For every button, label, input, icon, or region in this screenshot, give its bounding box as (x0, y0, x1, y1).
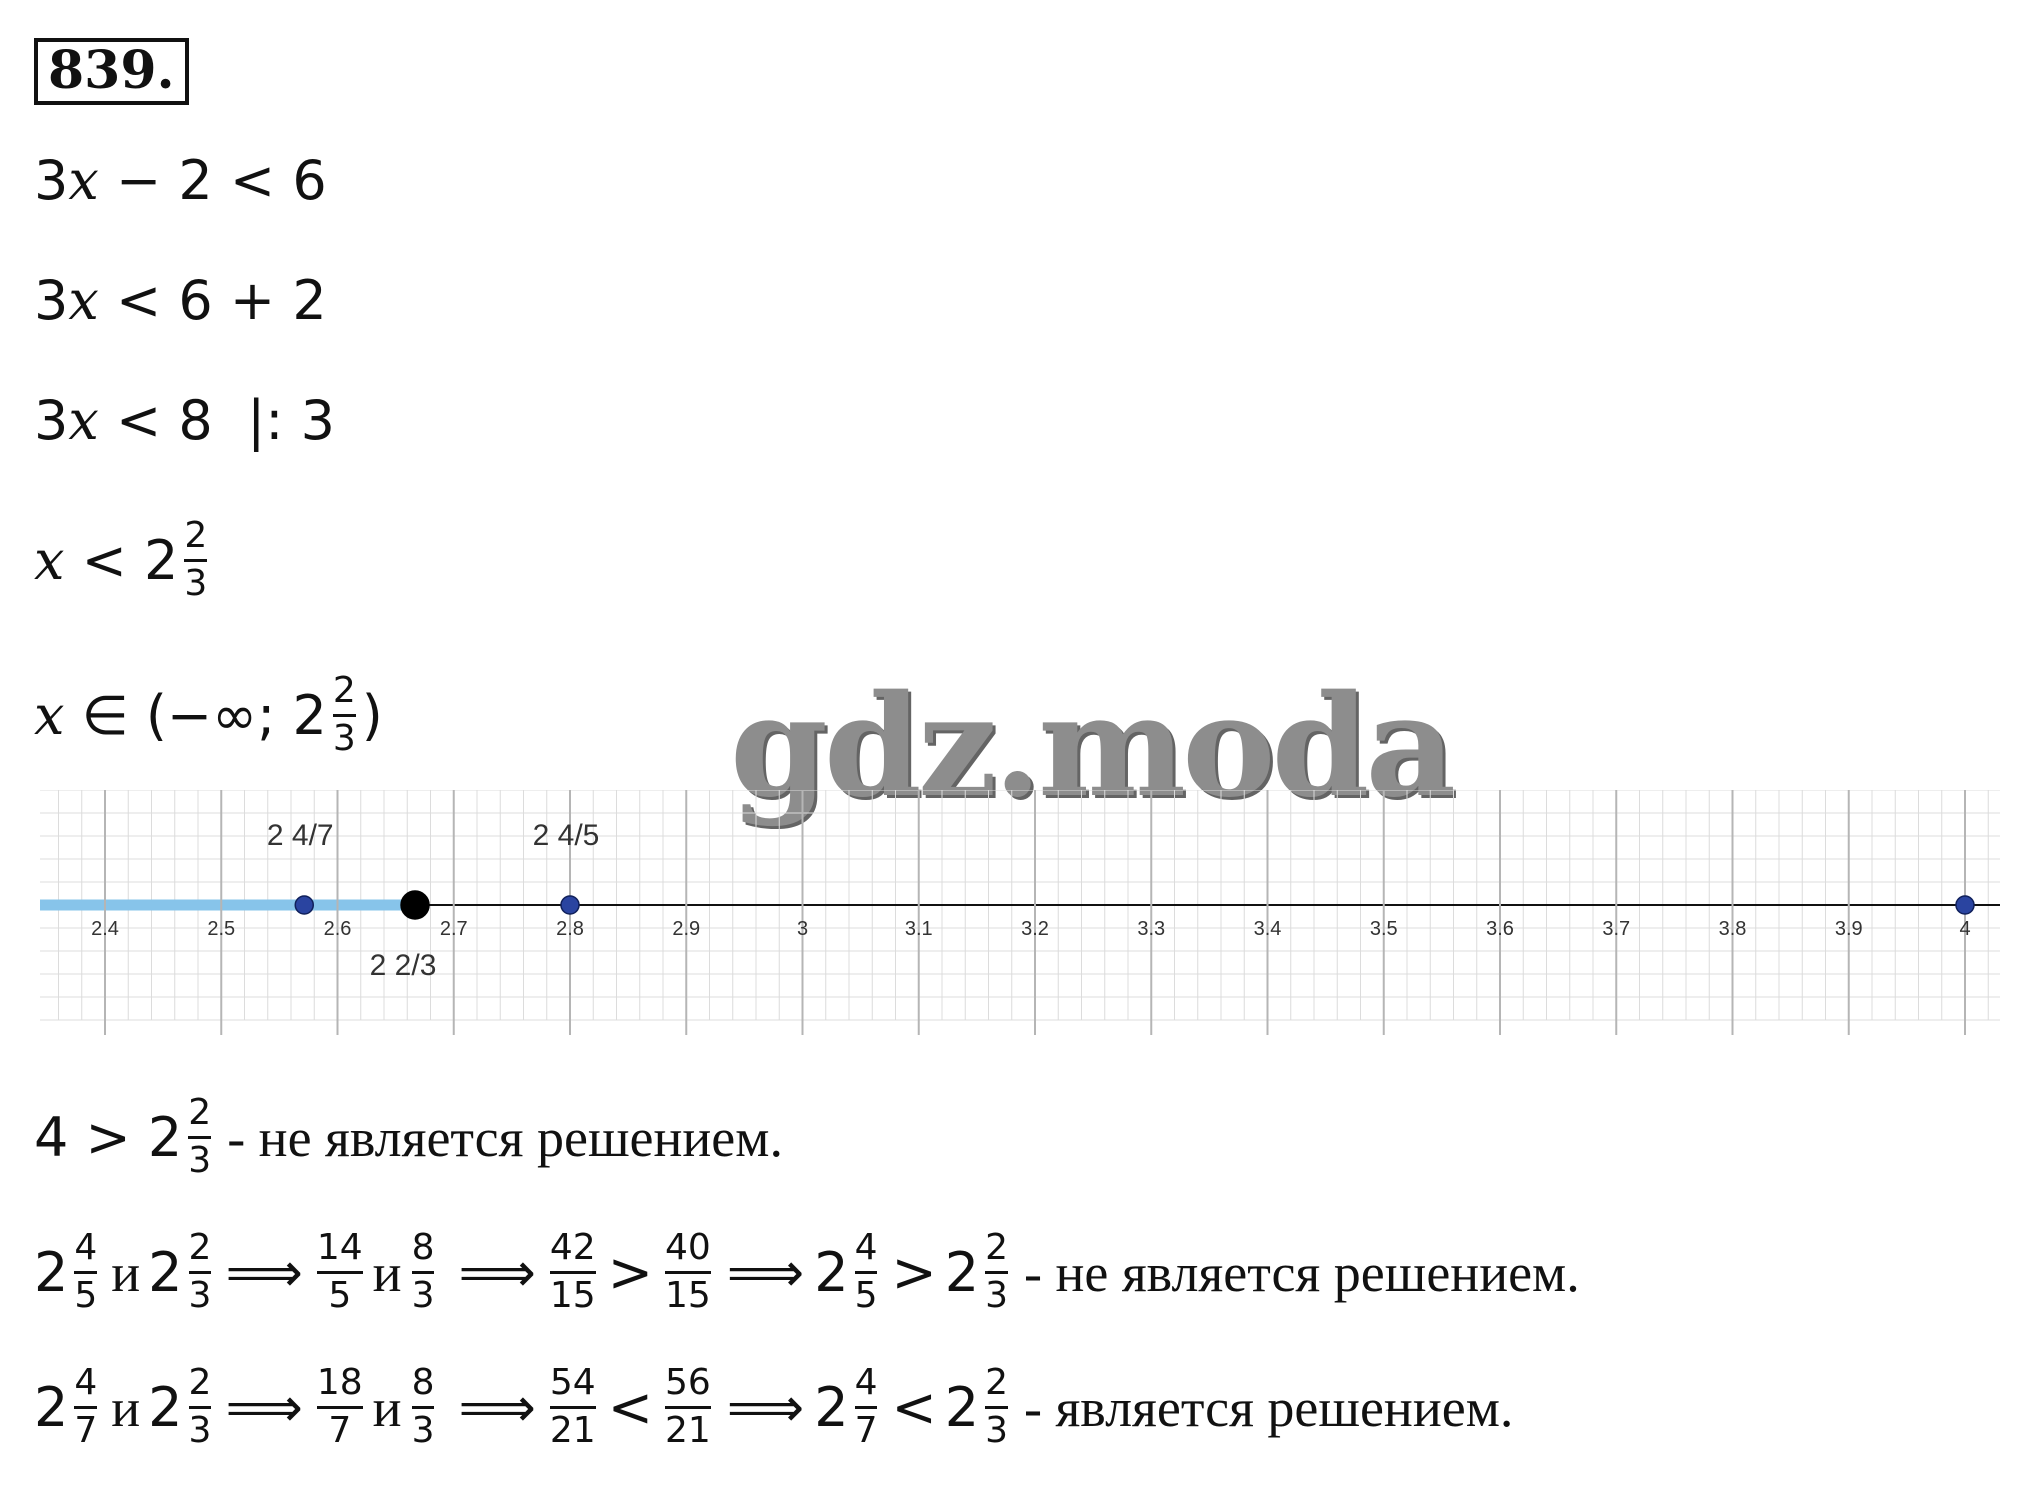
c1-left: 4 > 2 (34, 1106, 183, 1169)
numerator: 40 (664, 1227, 711, 1269)
numerator: 4 (854, 1362, 878, 1404)
numerator: 8 (411, 1227, 435, 1269)
c2-whole-a: 2 (34, 1241, 69, 1304)
c3-and-2: и (372, 1377, 402, 1438)
tick-label: 3.8 (1718, 918, 1747, 940)
c3-frac-4 (665, 1364, 711, 1451)
numerator: 2 (985, 1362, 1008, 1404)
denominator: 5 (854, 1275, 878, 1316)
c3-whole-b: 2 (148, 1376, 183, 1439)
tick-label: 2.9 (672, 918, 701, 940)
c3-result-whole-a: 2 (814, 1376, 849, 1439)
c2-implies-1: ⟹ (225, 1241, 303, 1304)
c2-implies-3: ⟹ (726, 1241, 805, 1304)
denominator: 7 (854, 1410, 878, 1451)
tick-label: 3.9 (1834, 918, 1863, 940)
step-2 (34, 265, 327, 335)
number-line-ticks (91, 790, 1970, 1035)
denominator: 3 (188, 1275, 212, 1316)
step-2-coef: 3 (34, 268, 69, 332)
numerator: 4 (74, 1227, 98, 1269)
denominator: 7 (74, 1410, 98, 1451)
denominator: 21 (664, 1410, 711, 1451)
c2-whole-b: 2 (148, 1241, 183, 1304)
c2-result-frac-a (855, 1229, 878, 1316)
c1-fraction (188, 1094, 211, 1181)
step-5-fraction (332, 669, 356, 759)
point-marker (1956, 896, 1974, 914)
c3-result-whole-b: 2 (944, 1376, 980, 1439)
tick-label: 2.7 (439, 918, 468, 940)
point-marker (561, 896, 579, 914)
c2-result-relation: > (891, 1241, 937, 1304)
problem-number: 839. (34, 38, 189, 105)
tick-label: 3.3 (1137, 918, 1166, 940)
conclusion-2 (34, 1215, 1580, 1330)
step-1-coef: 3 (34, 148, 69, 212)
numerator: 4 (74, 1362, 98, 1404)
c2-verdict: - не является решением. (1023, 1242, 1580, 1303)
tick-label: 3.6 (1486, 918, 1514, 940)
tick-label: 3.2 (1021, 918, 1049, 940)
denominator: 3 (188, 1140, 212, 1181)
step-3-rest: < 8 |: 3 (98, 388, 335, 452)
step-4-rel: < 2 (64, 528, 179, 592)
c3-implies-1: ⟹ (225, 1376, 303, 1439)
tick-label: 3 (796, 918, 809, 940)
denominator: 3 (985, 1275, 1008, 1316)
c3-result-frac-b (985, 1364, 1008, 1451)
c2-relation: > (607, 1241, 653, 1304)
c3-frac-a (74, 1364, 97, 1451)
denominator: 3 (188, 1410, 212, 1451)
c3-frac-1 (317, 1364, 363, 1451)
c3-and-1: и (111, 1377, 141, 1438)
numerator: 54 (549, 1362, 596, 1404)
c2-and-2: и (372, 1242, 402, 1303)
c3-result-frac-a (855, 1364, 878, 1451)
denominator: 15 (549, 1275, 596, 1316)
watermark: gdz.moda (730, 665, 1453, 829)
numerator: 18 (316, 1362, 363, 1404)
c3-frac-2 (412, 1364, 435, 1451)
number-line-points (267, 819, 1974, 982)
c3-relation: < (607, 1376, 653, 1439)
c2-frac-b (189, 1229, 212, 1316)
tick-label: 2.5 (207, 918, 236, 940)
tick-label: 2.6 (323, 918, 352, 940)
step-5-close: ) (361, 683, 383, 747)
conclusion-1 (34, 1080, 783, 1195)
tick-label: 3.5 (1369, 918, 1398, 940)
point-marker (295, 896, 313, 914)
step-2-rest: < 6 + 2 (98, 268, 327, 332)
c3-verdict: - является решением. (1023, 1377, 1514, 1438)
tick-label: 2.8 (556, 918, 584, 940)
c2-and-1: и (111, 1242, 141, 1303)
denominator: 15 (664, 1275, 711, 1316)
c2-frac-3 (550, 1229, 596, 1316)
numerator: 2 (188, 1362, 212, 1404)
tick-label: 2.4 (91, 918, 119, 940)
step-5-answer (34, 660, 383, 770)
step-3 (34, 385, 335, 455)
step-2-var: x (68, 268, 99, 332)
step-5-rel: ∈ (−∞; 2 (64, 683, 327, 747)
step-3-coef: 3 (34, 388, 69, 452)
denominator: 3 (184, 562, 208, 604)
c2-frac-a (74, 1229, 97, 1316)
c3-frac-3 (550, 1364, 596, 1451)
c2-frac-2 (412, 1229, 435, 1316)
numerator: 2 (332, 669, 356, 711)
c2-frac-1 (317, 1229, 363, 1316)
number-line (0, 790, 2036, 1050)
numerator: 56 (664, 1362, 711, 1404)
c1-verdict: - не является решением. (227, 1107, 783, 1168)
tick-label: 3.7 (1602, 918, 1631, 940)
c3-frac-b (189, 1364, 212, 1451)
c2-frac-4 (665, 1229, 711, 1316)
denominator: 3 (985, 1410, 1008, 1451)
step-1-var: x (68, 148, 99, 212)
c3-whole-a: 2 (34, 1376, 69, 1439)
step-5-var: x (34, 683, 65, 747)
denominator: 5 (74, 1275, 98, 1316)
step-1-rest: − 2 < 6 (98, 148, 327, 212)
denominator: 3 (332, 717, 356, 759)
step-4-fraction (184, 514, 208, 604)
tick-label: 3.4 (1253, 918, 1282, 940)
denominator: 3 (411, 1410, 435, 1451)
c3-implies-2: ⟹ (458, 1376, 536, 1439)
c2-result-whole-a: 2 (814, 1241, 849, 1304)
numerator: 14 (316, 1227, 363, 1269)
point-marker (401, 891, 429, 919)
c2-result-whole-b: 2 (944, 1241, 980, 1304)
numerator: 2 (188, 1227, 212, 1269)
conclusion-3 (34, 1350, 1513, 1465)
step-4-var: x (34, 528, 65, 592)
step-3-var: x (68, 388, 99, 452)
numerator: 2 (985, 1227, 1008, 1269)
numerator: 42 (549, 1227, 596, 1269)
c3-implies-3: ⟹ (726, 1376, 805, 1439)
denominator: 3 (411, 1275, 435, 1316)
c2-implies-2: ⟹ (458, 1241, 536, 1304)
tick-label: 4 (1959, 918, 1971, 940)
numerator: 2 (188, 1092, 212, 1134)
point-label: 2 2/3 (369, 949, 437, 982)
numerator: 4 (854, 1227, 878, 1269)
step-1 (34, 145, 327, 215)
denominator: 7 (328, 1410, 352, 1451)
point-label: 2 4/5 (532, 819, 600, 852)
tick-label: 3.1 (904, 918, 933, 940)
denominator: 5 (328, 1275, 352, 1316)
point-label: 2 4/7 (266, 819, 334, 852)
denominator: 21 (549, 1410, 596, 1451)
numerator: 2 (184, 514, 208, 556)
c2-result-frac-b (985, 1229, 1008, 1316)
c3-result-relation: < (891, 1376, 937, 1439)
step-4 (34, 505, 213, 615)
numerator: 8 (411, 1362, 435, 1404)
